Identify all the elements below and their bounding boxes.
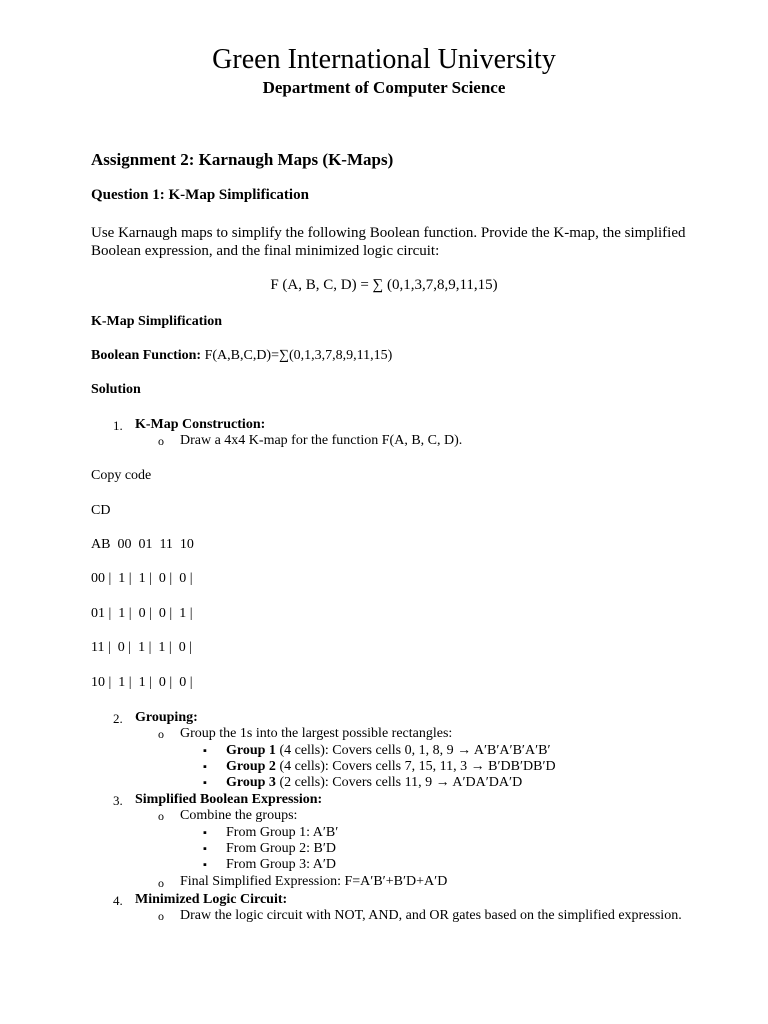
- question-title: Question 1: K-Map Simplification: [91, 187, 309, 203]
- step-title: Grouping:: [135, 710, 198, 725]
- boolean-function-value: F(A,B,C,D)=∑(0,1,3,7,8,9,11,15): [204, 348, 393, 363]
- step-sub-text: Draw a 4x4 K-map for the function F(A, B, C, D).: [180, 433, 463, 448]
- intro-paragraph: Use Karnaugh maps to simplify the following Boolean function. Provide the K-map, the simplified Boolean expression, and the final minimized logic circuit:: [91, 225, 686, 259]
- step-number: 1.: [113, 418, 123, 433]
- boolean-function-label: Boolean Function:: [91, 348, 202, 363]
- university-title: Green International University: [212, 44, 556, 75]
- group-item: [226, 743, 551, 759]
- copy-code-link[interactable]: Copy code: [91, 468, 152, 483]
- kmap-code-line: CD: [91, 503, 111, 518]
- expression-item: From Group 3: A′D: [226, 857, 337, 872]
- bullet-o-icon: o: [158, 434, 164, 448]
- group-text: (2 cells): Covers cells 11, 9 → A′DA′DA′D: [275, 775, 523, 790]
- kmap-code-line: 01 | 1 | 0 | 0 | 1 |: [91, 606, 193, 621]
- group-label: Group 3: [226, 775, 276, 790]
- group-label: Group 2: [226, 759, 276, 774]
- step-sub-text: Draw the logic circuit with NOT, AND, and OR gates based on the simplified expression.: [180, 908, 682, 923]
- expression-item: From Group 2: B′D: [226, 841, 337, 856]
- assignment-title: Assignment 2: Karnaugh Maps (K-Maps): [91, 150, 394, 169]
- kmap-heading: K-Map Simplification: [91, 314, 223, 329]
- final-expression: Final Simplified Expression: F=A′B′+B′D+A′D: [180, 874, 448, 889]
- step-title: K-Map Construction:: [135, 417, 266, 432]
- expression-item: From Group 1: A′B′: [226, 825, 339, 840]
- boolean-function: [91, 348, 392, 364]
- square-bullet-icon: ▪: [203, 827, 207, 839]
- bullet-o-icon: o: [158, 876, 164, 890]
- square-bullet-icon: ▪: [203, 777, 207, 789]
- square-bullet-icon: ▪: [203, 843, 207, 855]
- bullet-o-icon: o: [158, 909, 164, 923]
- kmap-code-line: 00 | 1 | 1 | 0 | 0 |: [91, 571, 193, 586]
- group-label: Group 1: [226, 743, 276, 758]
- bullet-o-icon: o: [158, 727, 164, 741]
- function-formula: F (A, B, C, D) = ∑ (0,1,3,7,8,9,11,15): [270, 277, 498, 293]
- bullet-o-icon: o: [158, 809, 164, 823]
- kmap-code-line: 10 | 1 | 1 | 0 | 0 |: [91, 675, 193, 690]
- kmap-code-line: 11 | 0 | 1 | 1 | 0 |: [91, 640, 192, 655]
- group-text: (4 cells): Covers cells 7, 15, 11, 3 → B′DB′DB′D: [275, 759, 556, 774]
- department-subtitle: Department of Computer Science: [262, 78, 506, 97]
- group-item: [226, 759, 556, 775]
- group-item: [226, 775, 522, 791]
- step-sub-text: Group the 1s into the largest possible rectangles:: [180, 726, 453, 741]
- step-number: 3.: [113, 793, 123, 808]
- solution-heading: Solution: [91, 382, 141, 397]
- kmap-code-line: AB 00 01 11 10: [91, 537, 194, 552]
- step-title: Minimized Logic Circuit:: [135, 892, 288, 907]
- square-bullet-icon: ▪: [203, 859, 207, 871]
- square-bullet-icon: ▪: [203, 761, 207, 773]
- group-text: (4 cells): Covers cells 0, 1, 8, 9 → A′B′A′B′A′B′: [275, 743, 551, 758]
- step-title: Simplified Boolean Expression:: [135, 792, 323, 807]
- step-sub-text: Combine the groups:: [180, 808, 298, 823]
- square-bullet-icon: ▪: [203, 745, 207, 757]
- step-number: 2.: [113, 711, 123, 726]
- step-number: 4.: [113, 893, 123, 908]
